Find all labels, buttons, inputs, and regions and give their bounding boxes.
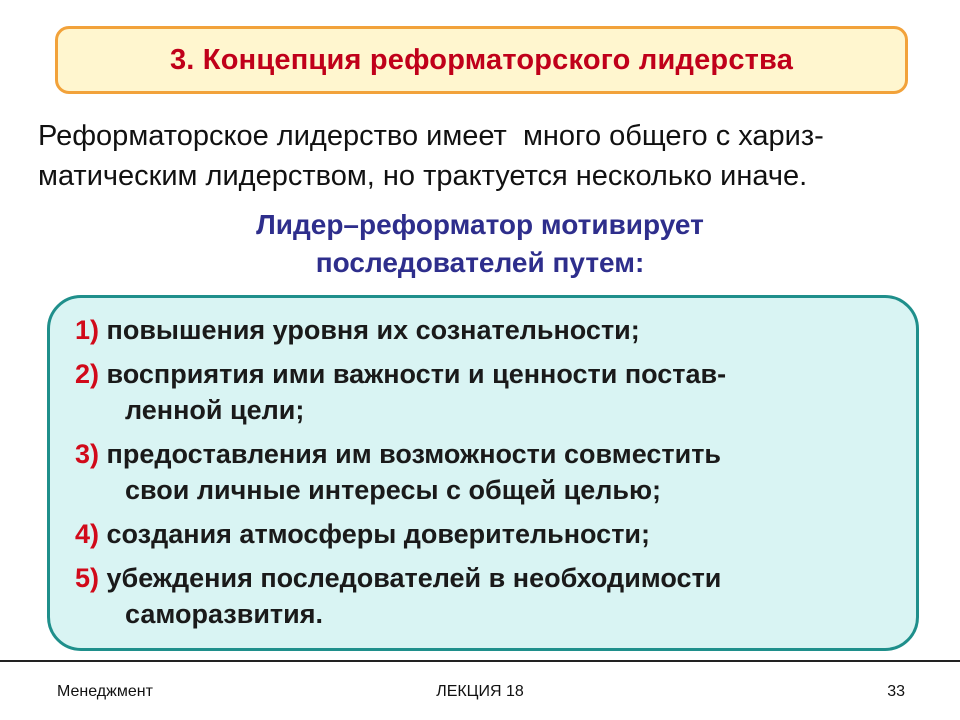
subheading-line-2: последователей путем: [315, 247, 645, 278]
item-text-continued: ленной цели; [125, 395, 305, 425]
item-number: 3) [75, 439, 100, 469]
intro-paragraph [38, 116, 928, 196]
item-text: повышения уровня их сознательности; [106, 315, 640, 345]
list-item [75, 516, 905, 552]
item-number: 2) [75, 359, 100, 389]
item-number: 5) [75, 563, 100, 593]
item-number: 4) [75, 519, 100, 549]
item-text: восприятия ими важности и ценности постав- [106, 359, 727, 389]
item-text: предоставления им возможности совместить [106, 439, 722, 469]
footer-divider [0, 660, 960, 662]
footer-course: Менеджмент [57, 683, 153, 700]
item-text-continued: свои личные интересы с общей целью; [125, 475, 662, 505]
subheading [0, 206, 960, 282]
list-item [75, 312, 905, 348]
item-text-continued: саморазвития. [125, 599, 324, 629]
list-item [75, 560, 905, 632]
footer-page-number: 33 [887, 683, 905, 700]
footer-lecture: ЛЕКЦИЯ 18 [436, 683, 524, 700]
subheading-line-1: Лидер–реформатор мотивирует [256, 209, 704, 240]
intro-line-2: матическим лидерством, но трактуется несколько иначе. [38, 160, 808, 192]
intro-line-1: Реформаторское лидерство имеет много общего с хариз- [38, 120, 824, 152]
item-text: убеждения последователей в необходимости [106, 563, 722, 593]
list-item [75, 436, 905, 508]
slide-title: 3. Концепция реформаторского лидерства [169, 43, 794, 76]
item-number: 1) [75, 315, 100, 345]
item-text: создания атмосферы доверительности; [106, 519, 651, 549]
title-box [55, 26, 908, 94]
methods-list [75, 312, 905, 640]
list-item [75, 356, 905, 428]
methods-list-box [47, 295, 919, 651]
